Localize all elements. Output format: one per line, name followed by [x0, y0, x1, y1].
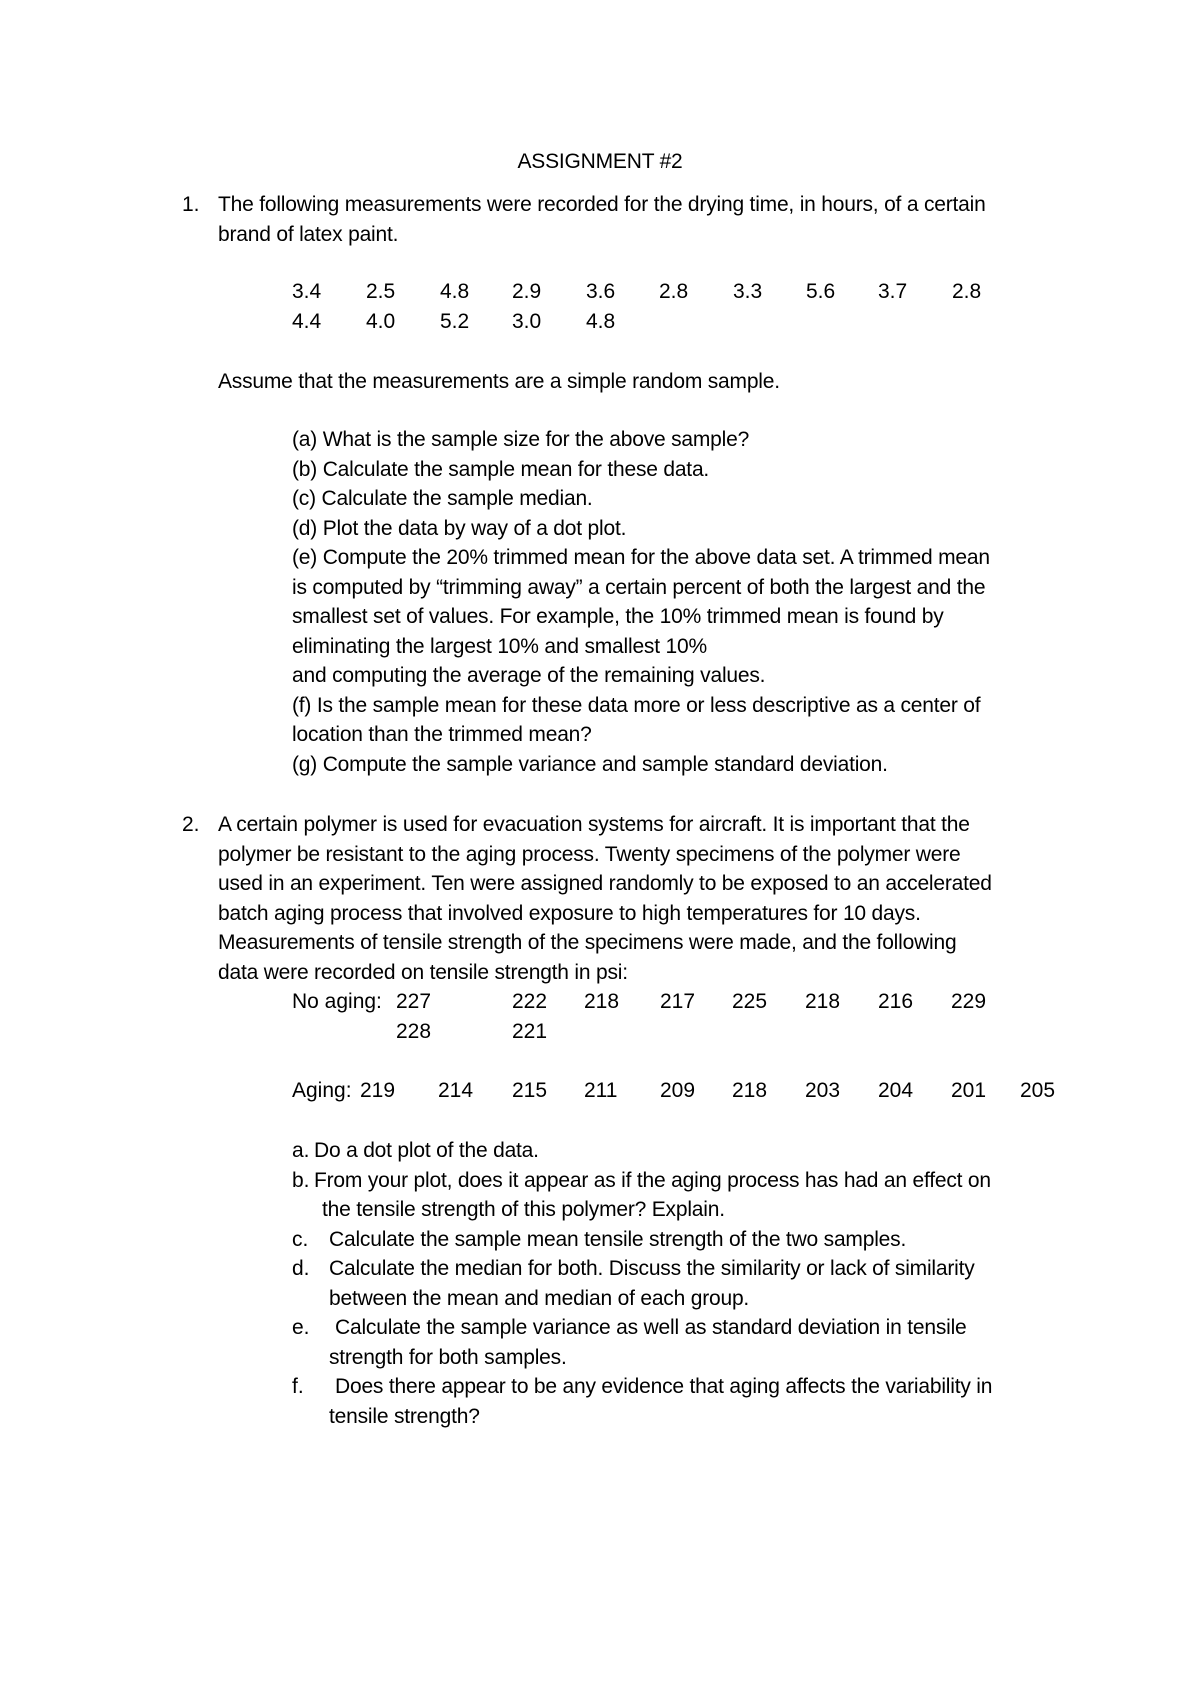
q2-number: 2. — [182, 813, 200, 836]
data-value: 5.6 — [806, 280, 836, 303]
data-value: 228 — [396, 1020, 432, 1043]
q2-part-line: between the mean and median of each group. — [329, 1287, 750, 1310]
q1-part-line: (d) Plot the data by way of a dot plot. — [292, 517, 627, 540]
q2-part-marker: f. — [292, 1375, 304, 1398]
data-value: 4.8 — [440, 280, 470, 303]
aging-row — [0, 1076, 1200, 1106]
q1-part-line: smallest set of values. For example, the 10% trimmed mean is found by — [292, 605, 944, 628]
data-value: 214 — [438, 1079, 474, 1102]
q2-intro-line: batch aging process that involved exposure to high temperatures for 10 days. — [218, 902, 921, 925]
q2-part-line: strength for both samples. — [329, 1346, 567, 1369]
q1-part-line: (f) Is the sample mean for these data more or less descriptive as a center of — [292, 694, 981, 717]
q2-part-marker: c. — [292, 1228, 309, 1251]
q1-part-line: eliminating the largest 10% and smallest 10% — [292, 635, 707, 658]
data-value: 218 — [805, 990, 841, 1013]
no-aging-row-2 — [0, 1017, 1200, 1047]
data-value: 4.8 — [586, 310, 616, 333]
q2-intro-line: polymer be resistant to the aging process. Twenty specimens of the polymer were — [218, 843, 961, 866]
q2-part-line: From your plot, does it appear as if the aging process has had an effect on — [314, 1169, 991, 1192]
data-value: 221 — [512, 1020, 548, 1043]
data-value: 2.9 — [512, 280, 542, 303]
q2-part-marker: e. — [292, 1316, 310, 1339]
q1-intro-line: brand of latex paint. — [218, 223, 399, 246]
data-value: 2.5 — [366, 280, 396, 303]
q2-part-line: Calculate the median for both. Discuss the similarity or lack of similarity — [329, 1257, 975, 1280]
q1-part-line: is computed by “trimming away” a certain percent of both the largest and the — [292, 576, 986, 599]
data-value: 4.0 — [366, 310, 396, 333]
data-value: 3.7 — [878, 280, 908, 303]
data-value: 203 — [805, 1079, 841, 1102]
data-value: 219 — [360, 1079, 396, 1102]
data-value: 5.2 — [440, 310, 470, 333]
q1-part-line: (c) Calculate the sample median. — [292, 487, 593, 510]
q1-part-line: (a) What is the sample size for the above sample? — [292, 428, 750, 451]
data-value: 3.3 — [733, 280, 763, 303]
q1-number: 1. — [182, 193, 200, 216]
data-value: 217 — [660, 990, 696, 1013]
q2-intro-line: used in an experiment. Ten were assigned randomly to be exposed to an accelerated — [218, 872, 992, 895]
q1-part-line: and computing the average of the remaining values. — [292, 664, 766, 687]
q2-part-line: Calculate the sample variance as well as standard deviation in tensile — [335, 1316, 967, 1339]
no-aging-row-1 — [0, 987, 1200, 1017]
q1-part-line: (b) Calculate the sample mean for these data. — [292, 458, 710, 481]
data-value: 3.0 — [512, 310, 542, 333]
q1-part-line: (g) Compute the sample variance and sample standard deviation. — [292, 753, 888, 776]
data-value: 218 — [584, 990, 620, 1013]
q1-assumption: Assume that the measurements are a simple random sample. — [218, 370, 780, 393]
q2-part-line: Calculate the sample mean tensile strength of the two samples. — [329, 1228, 907, 1251]
data-value: 227 — [396, 990, 432, 1013]
q2-part-line: Does there appear to be any evidence that aging affects the variability in — [335, 1375, 993, 1398]
data-value: 218 — [732, 1079, 768, 1102]
q1-data-row-2 — [0, 307, 1200, 337]
q2-intro-line: A certain polymer is used for evacuation systems for aircraft. It is important that the — [218, 813, 970, 836]
data-value: 2.8 — [659, 280, 689, 303]
data-value: 3.4 — [292, 280, 322, 303]
data-value: 2.8 — [952, 280, 982, 303]
no-aging-label: No aging: — [292, 990, 382, 1013]
q2-intro-line: Measurements of tensile strength of the specimens were made, and the following — [218, 931, 957, 954]
q2-part-marker: b. — [292, 1169, 310, 1192]
q2-intro-line: data were recorded on tensile strength in psi: — [218, 961, 628, 984]
data-value: 4.4 — [292, 310, 322, 333]
q2-part-marker: d. — [292, 1257, 310, 1280]
data-value: 215 — [512, 1079, 548, 1102]
q2-part-line: the tensile strength of this polymer? Explain. — [322, 1198, 725, 1221]
q1-part-line: (e) Compute the 20% trimmed mean for the above data set. A trimmed mean — [292, 546, 990, 569]
q1-part-line: location than the trimmed mean? — [292, 723, 592, 746]
page-title: ASSIGNMENT #2 — [517, 150, 683, 173]
data-value: 205 — [1020, 1079, 1056, 1102]
q1-intro-line: The following measurements were recorded for the drying time, in hours, of a certain — [218, 193, 986, 216]
q1-data-row-1 — [0, 277, 1200, 307]
data-value: 222 — [512, 990, 548, 1013]
data-value: 229 — [951, 990, 987, 1013]
data-value: 225 — [732, 990, 768, 1013]
q2-part-line: Do a dot plot of the data. — [314, 1139, 539, 1162]
aging-label: Aging: — [292, 1079, 352, 1102]
data-value: 3.6 — [586, 280, 616, 303]
data-value: 204 — [878, 1079, 914, 1102]
data-value: 201 — [951, 1079, 987, 1102]
data-value: 209 — [660, 1079, 696, 1102]
data-value: 216 — [878, 990, 914, 1013]
data-value: 211 — [584, 1079, 618, 1102]
q2-part-line: tensile strength? — [329, 1405, 480, 1428]
q2-part-marker: a. — [292, 1139, 310, 1162]
